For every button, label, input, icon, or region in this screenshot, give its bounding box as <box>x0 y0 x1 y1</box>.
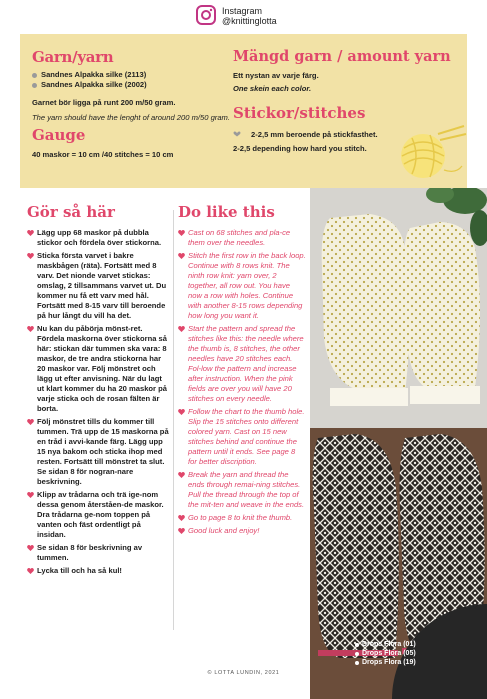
step-text: Good luck and enjoy! <box>188 526 260 535</box>
step-text: Stitch the first row in the back loop. Continue with 8 rows knit. The ninth row knit: yarn over, 2 together, all row out. You have now a row with holes. Continue with another 8-15 rows depending how long you want it. <box>188 251 306 320</box>
bullet-icon <box>32 73 37 78</box>
bullet-icon <box>355 661 359 665</box>
heart-icon <box>178 409 185 415</box>
list-item <box>27 228 171 248</box>
legend-text: Drops Flora (05) <box>362 650 416 657</box>
needles-sv: 2-2,5 mm beroende på stickfasthet. <box>251 129 378 139</box>
yarn-list <box>32 70 237 90</box>
heart-icon <box>27 568 34 574</box>
yarn-item <box>32 70 237 80</box>
step-text: Go to page 8 to knit the thumb. <box>188 513 293 522</box>
list-item <box>27 324 171 414</box>
needles-heading: Stickor/stitches <box>233 103 366 122</box>
mittens-photo <box>310 188 487 699</box>
heart-icon <box>233 131 247 137</box>
list-item <box>27 543 171 563</box>
copyright-credit: © LOTTA LUNDIN, 2021 <box>207 670 280 676</box>
heart-icon <box>27 419 34 425</box>
instagram-icon <box>196 5 216 25</box>
yarn-ball-illustration <box>390 124 468 182</box>
list-item <box>27 251 171 321</box>
yarn-item-text: Sandnes Alpakka silke (2002) <box>41 80 147 89</box>
heart-icon <box>178 230 185 236</box>
list-item <box>27 566 171 576</box>
english-heading: Do like this <box>178 203 275 221</box>
heart-icon <box>27 326 34 332</box>
yarn-heading: Garn/yarn <box>32 48 114 66</box>
amount-en: One skein each color. <box>233 84 312 93</box>
instagram-handle: @knittinglotta <box>222 16 277 26</box>
amount-sv: Ett nystan av varje färg. <box>233 71 319 80</box>
amount-heading: Mängd garn / amount yarn <box>233 48 451 65</box>
heart-icon <box>27 545 34 551</box>
gauge-heading: Gauge <box>32 125 86 144</box>
heart-icon <box>27 230 34 236</box>
gauge-note-en: The yarn should have the lenght of around 200 m/50 gram. <box>32 113 230 122</box>
list-item <box>178 526 306 536</box>
legend-item <box>355 640 416 649</box>
gauge-text: 40 maskor = 10 cm /40 stitches = 10 cm <box>32 149 174 159</box>
step-text: Nu kan du påbörja mönst-ret. Fördela maskorna över stickorna så här: stickan där tummen ska vara: 8 maskor, de tre andra stickorna har 20 maskor var. Följ mönstret och lägg ut efter anvisning. När du lagt ut klart kommer du ha 20 maskor på varje sticka och de rosan fälten är borta. <box>37 324 167 413</box>
heart-icon <box>27 253 34 259</box>
heart-icon <box>178 472 185 478</box>
bullet-icon <box>355 643 359 647</box>
step-text: Klipp av trådarna och trä ige-nom dessa genom återståen-de maskor. Dra trådarna ge-nom toppen på vanten och fäst ordentligt på insidan. <box>37 490 164 539</box>
bullet-icon <box>355 652 359 656</box>
english-instructions <box>178 203 306 539</box>
step-text: Cast on 68 stitches and pla-ce them over the needles. <box>188 228 291 247</box>
list-item <box>178 470 306 510</box>
step-text: Se sidan 8 för beskrivning av tummen. <box>37 543 143 562</box>
legend-item <box>355 649 416 658</box>
yarn-column <box>32 48 237 159</box>
instagram-label: Instagram <box>222 6 263 16</box>
list-item <box>178 407 306 467</box>
heart-icon <box>178 326 185 332</box>
step-text: Start the pattern and spread the stitches like this: the needle where the thumb is, 8 stitches, the other needles have 20 stitches each. Fol-low the pattern and increase after instruction. When the pink fields are over you will have 20 stitches on every needle. <box>188 324 304 403</box>
swedish-heading: Gör så här <box>27 203 115 221</box>
heart-icon <box>178 528 185 534</box>
legend-item <box>355 658 416 667</box>
heart-icon <box>27 492 34 498</box>
instagram-info <box>222 6 277 26</box>
step-text: Break the yarn and thread the ends through remai-ning stitches. Pull the thread through the top of the mit-ten and weave in the ends. <box>188 470 305 509</box>
gauge-note-sv: Garnet bör ligga på runt 200 m/50 gram. <box>32 98 176 107</box>
step-text: Följ mönstret tills du kommer till tummen. Trä upp de 15 maskorna på en tråd i avvi-kande färg. Lägg upp 15 nya bakom och sticka ihop med resten. Fortsätt till mönstret ta slut. Se sidan 8 för nogran-nare beskrivning. <box>37 417 169 486</box>
materials-panel <box>20 34 467 188</box>
step-text: Lycka till och ha så kul! <box>37 566 122 575</box>
step-text: Lägg upp 68 maskor på dubbla stickor och fördela över stickorna. <box>37 228 162 247</box>
legend-text: Drops Flora (19) <box>362 659 416 666</box>
list-item <box>178 324 306 404</box>
yarn-item-text: Sandnes Alpakka silke (2113) <box>41 70 147 79</box>
step-text: Follow the chart to the thumb hole. Slip the 15 stitches onto different colored yarn. Cast on 15 new stitches behind and continue the pattern until it ends. See page 8 for better discription. <box>188 407 305 466</box>
heart-icon <box>178 253 185 259</box>
heart-icon <box>178 515 185 521</box>
step-text: Sticka första varvet i bakre maskbågen (räta). Fortsätt med 8 varv. Det nionde varvet stickas: omslag, 2 tillsammans varvet ut. Du kommer nu få ett varv med hål. Fortsätt med 8-15 varv till beroende på hur långt du vill ha det. <box>37 251 167 320</box>
list-item <box>178 513 306 523</box>
legend-text: Drops Flora (01) <box>362 641 416 648</box>
list-item <box>27 490 171 540</box>
list-item <box>178 228 306 248</box>
needles-en: 2-2,5 depending how hard you stitch. <box>233 143 367 153</box>
list-item <box>27 417 171 487</box>
list-item <box>178 251 306 321</box>
bullet-icon <box>32 83 37 88</box>
swedish-instructions <box>27 203 171 579</box>
yarn-item <box>32 80 237 90</box>
english-steps <box>178 228 306 536</box>
column-divider <box>173 210 174 630</box>
swedish-steps <box>27 228 171 576</box>
instagram-header <box>0 0 487 36</box>
yarn-color-legend <box>355 640 416 667</box>
